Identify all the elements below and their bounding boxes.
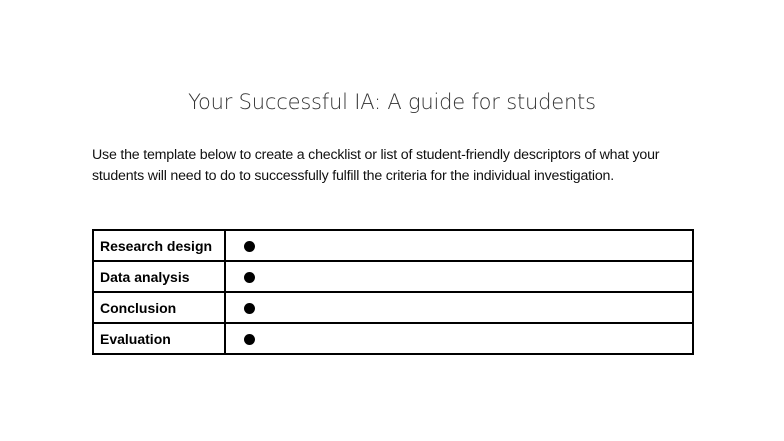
criteria-label: Data analysis: [93, 261, 225, 292]
bullet-point-icon: [244, 272, 255, 283]
criteria-row-conclusion: [93, 292, 693, 323]
criteria-descriptor-cell[interactable]: [225, 292, 693, 323]
criteria-descriptor-cell[interactable]: [225, 261, 693, 292]
criteria-descriptor-cell[interactable]: [225, 230, 693, 261]
criteria-row-research-design: [93, 230, 693, 261]
page-title: Your Successful IA: A guide for students: [188, 90, 596, 114]
criteria-table: [92, 229, 694, 355]
intro-paragraph: Use the template below to create a checklist or list of student-friendly descriptors of what your students will need to do to successfully fulfill the criteria for the individual investigation.: [92, 147, 660, 184]
criteria-descriptor-cell[interactable]: [225, 323, 693, 354]
bullet-point-icon: [244, 334, 255, 345]
criteria-row-data-analysis: [93, 261, 693, 292]
bullet-point-icon: [244, 241, 255, 252]
bullet-point-icon: [244, 303, 255, 314]
criteria-label: Evaluation: [93, 323, 225, 354]
criteria-row-evaluation: [93, 323, 693, 354]
criteria-label: Conclusion: [93, 292, 225, 323]
criteria-label: Research design: [93, 230, 225, 261]
